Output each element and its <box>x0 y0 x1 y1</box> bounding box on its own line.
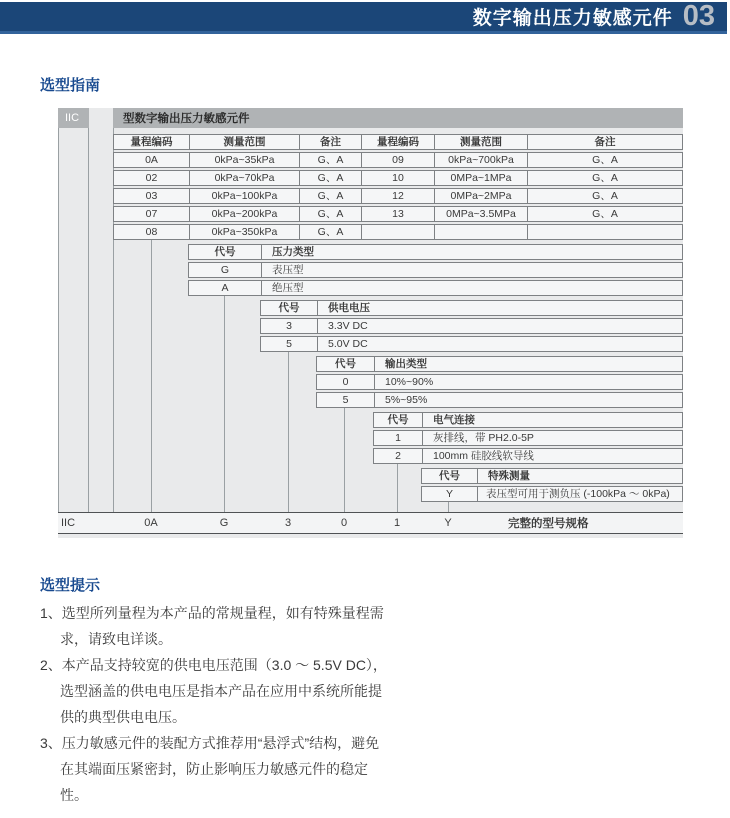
selection-note: 3、压力敏感元件的装配方式推荐用“悬浮式”结构，避免在其端面压紧密封，防止影响压力敏感元件的稳定性。 <box>40 735 380 803</box>
label-cell: 表压型 <box>261 263 682 277</box>
range-header-cell: 测量范围 <box>434 135 527 149</box>
example-code-range: 0A <box>144 517 158 529</box>
supply-voltage-header-row <box>260 300 683 316</box>
series-title-cell: 型数字输出压力敏感元件 <box>113 108 683 128</box>
range-remark-cell: G、A <box>299 171 361 185</box>
section-heading-selection-hints: 选型提示 <box>40 577 101 594</box>
special-measurement-header-row <box>421 468 683 484</box>
code-cell: 0 <box>342 375 349 388</box>
range-span-cell <box>434 225 527 239</box>
code-cell: Y <box>445 487 453 500</box>
model-selection-diagram <box>58 108 683 538</box>
label-header-cell: 供电电压 <box>317 301 682 315</box>
label-cell: 10%~90% <box>374 375 682 389</box>
pressure-type-header-row <box>188 244 683 260</box>
label-header-cell: 特殊测量 <box>477 469 682 483</box>
range-span-cell: 0MPa~3.5MPa <box>434 207 527 221</box>
range-span-cell: 0kPa~700kPa <box>434 153 527 167</box>
example-model-row <box>58 512 683 534</box>
selection-note: 1、选型所列量程为本产品的常规量程，如有特殊量程需求，请致电详谈。 <box>40 605 384 647</box>
label-cell: 表压型可用于测负压 (-100kPa ～ 0kPa) <box>477 487 682 501</box>
range-code-cell: 02 <box>145 171 158 184</box>
label-cell: 5.0V DC <box>317 337 682 351</box>
label-header-cell: 电气连接 <box>422 413 682 427</box>
range-table-row <box>113 224 683 240</box>
range-header-cell: 测量范围 <box>189 135 299 149</box>
label-cell: 绝压型 <box>261 281 682 295</box>
code-header-cell: 代号 <box>439 469 460 482</box>
label-cell: 灰排线，带 PH2.0-5P <box>422 431 682 445</box>
example-code-supply-voltage: 3 <box>284 517 292 529</box>
range-span-cell: 0kPa~200kPa <box>189 207 299 221</box>
range-table-row <box>113 170 683 186</box>
connector-supply-voltage <box>288 352 289 512</box>
code-cell: 3 <box>286 319 292 332</box>
range-table-row <box>113 188 683 204</box>
code-cell: 2 <box>395 449 401 462</box>
label-header-cell: 压力类型 <box>261 245 682 259</box>
range-code-cell: 08 <box>145 225 158 238</box>
example-row-label: 完整的型号规格 <box>508 518 589 530</box>
code-cell: G <box>220 263 230 276</box>
output-type-row <box>316 392 683 408</box>
range-span-cell: 0kPa~35kPa <box>189 153 299 167</box>
code-cell: 5 <box>342 393 349 406</box>
range-table-header-row <box>113 134 683 150</box>
range-remark-cell: G、A <box>527 153 682 167</box>
spine-line <box>58 128 59 512</box>
range-code-cell <box>361 225 434 239</box>
code-header-cell: 代号 <box>214 245 236 258</box>
page-header-title: 数字输出压力敏感元件 <box>472 8 673 29</box>
example-code-output-type: 0 <box>340 517 348 529</box>
range-span-cell: 0MPa~1MPa <box>434 171 527 185</box>
connector-electrical-connection <box>397 464 398 512</box>
electrical-connection-row <box>373 430 683 446</box>
range-table-row <box>113 206 683 222</box>
example-code-pressure-type: G <box>219 517 229 529</box>
label-cell: 3.3V DC <box>317 319 682 333</box>
code-header-cell: 代号 <box>387 413 409 426</box>
range-remark-cell: G、A <box>299 225 361 239</box>
series-code-cell: IIC <box>58 108 89 128</box>
range-remark-cell <box>527 225 682 239</box>
output-type-row <box>316 374 683 390</box>
range-remark-cell: G、A <box>527 171 682 185</box>
example-code-electrical-connection: 1 <box>393 517 401 529</box>
range-remark-cell: G、A <box>299 189 361 203</box>
range-remark-cell: G、A <box>527 189 682 203</box>
connector-range-code <box>151 240 152 512</box>
range-code-cell: 12 <box>361 189 434 203</box>
range-code-cell: 10 <box>361 171 434 185</box>
range-code-cell: 09 <box>361 153 434 167</box>
range-span-cell: 0kPa~70kPa <box>189 171 299 185</box>
electrical-connection-row <box>373 448 683 464</box>
code-cell: 5 <box>286 337 292 350</box>
electrical-connection-header-row <box>373 412 683 428</box>
range-code-cell: 13 <box>361 207 434 221</box>
label-cell: 5%~95% <box>374 393 682 407</box>
range-code-cell: 03 <box>145 189 158 202</box>
range-header-cell: 备注 <box>299 135 361 149</box>
selection-note: 2、本产品支持较宽的供电电压范围（3.0 ～ 5.5V DC），选型涵盖的供电电压是指本产品在应用中系统所能提供的典型供电电压。 <box>40 657 387 725</box>
spine-line <box>88 128 89 512</box>
label-cell: 100mm 硅胶线软导线 <box>422 449 682 463</box>
special-measurement-row <box>421 486 683 502</box>
range-span-cell: 0kPa~350kPa <box>189 225 299 239</box>
code-header-cell: 代号 <box>278 301 300 314</box>
section-heading-selection-guide: 选型指南 <box>40 77 101 94</box>
code-header-cell: 代号 <box>335 357 356 370</box>
range-span-cell: 0MPa~2MPa <box>434 189 527 203</box>
page-number: 03 <box>682 0 715 32</box>
range-header-cell: 量程编码 <box>361 135 434 149</box>
code-cell: 1 <box>395 431 401 444</box>
range-remark-cell: G、A <box>299 153 361 167</box>
example-code-special-measurement: Y <box>444 517 452 529</box>
output-type-header-row <box>316 356 683 372</box>
connector-special-measurement <box>448 502 449 512</box>
range-header-cell: 量程编码 <box>130 135 173 148</box>
connector-output-type <box>344 408 345 512</box>
connector-pressure-type <box>224 296 225 512</box>
range-header-cell: 备注 <box>527 135 682 149</box>
pressure-type-row <box>188 262 683 278</box>
range-table-row <box>113 152 683 168</box>
code-cell: A <box>221 281 229 294</box>
label-header-cell: 输出类型 <box>374 357 682 371</box>
range-remark-cell: G、A <box>299 207 361 221</box>
range-span-cell: 0kPa~100kPa <box>189 189 299 203</box>
supply-voltage-row <box>260 336 683 352</box>
range-code-cell: 0A <box>145 153 158 166</box>
range-code-cell: 07 <box>145 207 158 220</box>
example-prefix: IIC <box>61 517 76 529</box>
selection-notes-list <box>40 600 392 808</box>
pressure-type-row <box>188 280 683 296</box>
supply-voltage-row <box>260 318 683 334</box>
page-header-bar <box>0 2 727 34</box>
range-remark-cell: G、A <box>527 207 682 221</box>
